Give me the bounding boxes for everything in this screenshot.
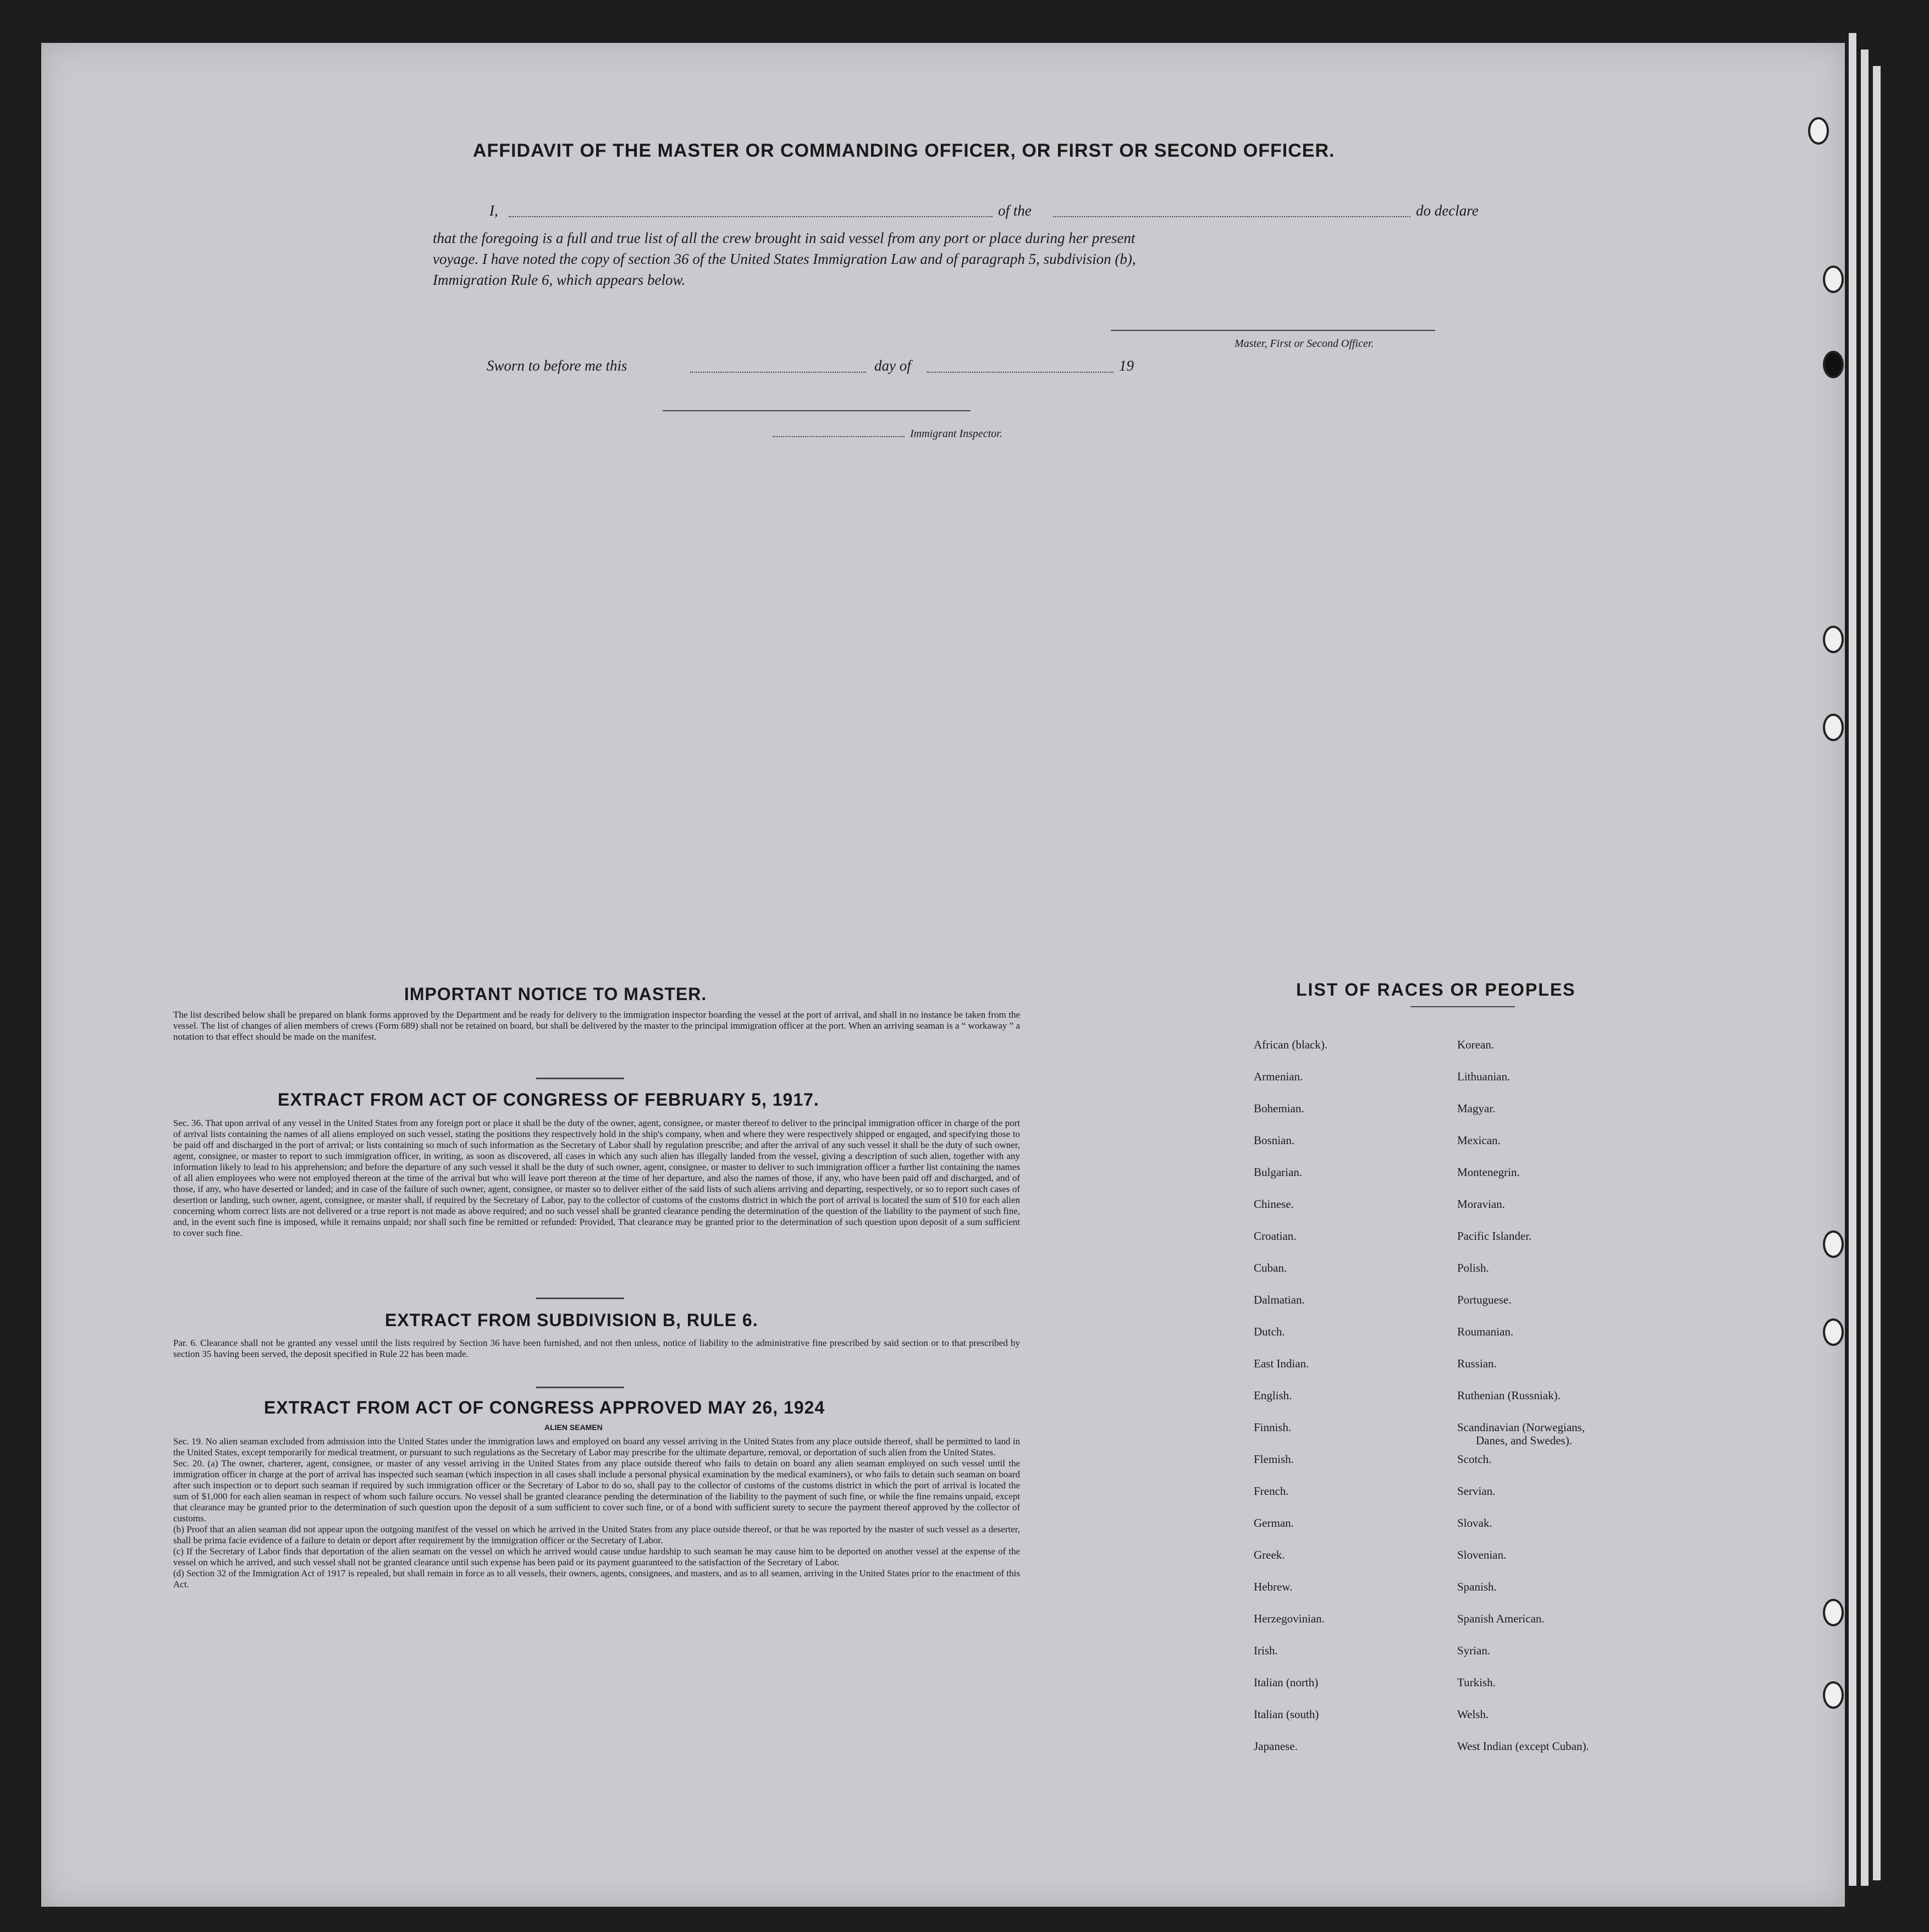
race-item: French. <box>1254 1484 1289 1498</box>
race-item: Lithuanian. <box>1457 1070 1511 1083</box>
document-page <box>41 43 1845 1907</box>
race-item: Korean. <box>1457 1038 1495 1051</box>
of-the-label: of the <box>998 202 1032 219</box>
race-item: English. <box>1254 1389 1292 1402</box>
race-item: Bohemian. <box>1254 1102 1304 1115</box>
divider-rule <box>536 1387 624 1388</box>
race-item: Mexican. <box>1457 1134 1501 1147</box>
race-item: Chinese. <box>1254 1197 1294 1211</box>
page-edge <box>1873 66 1881 1880</box>
race-item: Turkish. <box>1457 1676 1496 1689</box>
punch-hole <box>1823 1230 1844 1258</box>
race-item: German. <box>1254 1516 1294 1530</box>
punch-hole <box>1823 714 1844 741</box>
vessel-line <box>1053 216 1410 217</box>
races-right-column <box>1457 1038 1589 1771</box>
extract-1917-body: Sec. 36. That upon arrival of any vessel in the United States from any foreign port or place it shall be the duty of the owner, agent, consignee, or master thereof to deliver to the principal immigration officer in charge of the port of arrival lists containing the names of all aliens employed on such vessel, stating the positions they respectively hold in the ship's company, when and where they were respectively shipped or engaged, and specifying those to be paid off and discharged in the port of arrival; or lists containing so much of such information as the Secretary of Labor shall by regulation prescribe; and after the arrival of any such vessel it shall be the duty of such owner, agent, consignee, or master to report to such immigration officer, in writing, as soon as discovered, all cases in which any such alien has illegally landed from the vessel, giving a description of such alien, together with any information likely to lead to his apprehension; and before the departure of any such vessel it shall be the duty of such owner, agent, consignee, or master to deliver to such immigration officer a further list containing the names of all alien employees who were not employed thereon at the time of the arrival but who will leave port thereon at the time of her departure, and also the names of those, if any, who have been paid off and discharged, and of those, if any, who have deserted or landed; and in case of the failure of such owner, agent, consignee, or master so to deliver either of the said lists of such aliens arriving and departing, respectively, or so to report such cases of desertion or landing, such owner, agent, consignee, or master shall, if required by the Secretary of Labor, pay to the collector of customs of the customs district in which the port of arrival is located the sum of $10 for each alien concerning whom correct lists are not delivered or a true report is not made as above required; and no such vessel shall be granted clearance pending the determination of the question of the liability to the payment of such fine, and, in the event such fine is imposed, while it remains unpaid; nor shall such fine be remitted or refunded: Provided, That clearance may be granted prior to the determination of such question upon deposit of a sum sufficient to cover such fine. <box>173 1118 1020 1238</box>
year-label: 19 <box>1119 357 1134 374</box>
punch-hole <box>1823 626 1844 653</box>
punch-hole <box>1823 1681 1844 1709</box>
race-item: Bulgarian. <box>1254 1166 1303 1179</box>
race-item-scandinavian: Scandinavian (Norwegians, Danes, and Swedes). <box>1457 1421 1585 1447</box>
punch-hole <box>1823 351 1844 378</box>
declare-label: do declare <box>1416 202 1479 219</box>
race-item: African (black). <box>1254 1038 1328 1051</box>
name-line <box>509 216 993 217</box>
race-item: Moravian. <box>1457 1197 1505 1211</box>
extract-1924-para-2: Sec. 20. (a) The owner, charterer, agent, consignee, or master of any vessel arriving in the United States from any place outside thereof who fails to detain on board any alien seaman employed on such vessel until the immigration officer in charge at the port of arrival has inspected such seaman (which inspection in all cases shall include a personal physical examination by the medical examiners), or who fails to detain such seaman on board after such inspection or to deport such seaman if required by such immigration officer or the Secretary of Labor to do so, shall pay to the collector of customs of the customs district in which the port of arrival is located the sum of $1,000 for each alien seaman in respect of whom such failure occurs. No vessel shall be granted clearance pending the determination of the liability to the payment of such fine, or while the fine remains unpaid, except that clearance may be granted prior to the determination of such question upon the deposit of a sum sufficient to cover such fine, or of a bond with sufficient surety to secure the payment thereof approved by the collector of customs. <box>173 1458 1020 1523</box>
extract-1924-body <box>173 1436 1020 1590</box>
divider-rule <box>536 1298 624 1299</box>
race-item: Italian (south) <box>1254 1708 1319 1721</box>
races-left-column <box>1254 1038 1327 1771</box>
extract-rule6-body: Par. 6. Clearance shall not be granted any vessel until the lists required by Section 36 have been furnished, and not then unless, notice of liability to the administrative fine prescribed by said section or to that prescribed by section 35 having been served, the deposit specified in Rule 22 has been made. <box>173 1338 1020 1359</box>
statement-line-1: that the foregoing is a full and true list of all the crew brought in said vessel from any port or place during her present <box>433 230 1136 246</box>
extract-1917-title: EXTRACT FROM ACT OF CONGRESS OF FEBRUARY 5, 1917. <box>278 1090 819 1109</box>
race-item: Ruthenian (Russniak). <box>1457 1389 1561 1402</box>
notice-title: IMPORTANT NOTICE TO MASTER. <box>404 984 707 1004</box>
punch-hole <box>1823 1599 1844 1626</box>
race-item: West Indian (except Cuban). <box>1457 1740 1589 1753</box>
race-item: Spanish American. <box>1457 1612 1545 1625</box>
race-item: Servian. <box>1457 1484 1496 1498</box>
extract-1924-title: EXTRACT FROM ACT OF CONGRESS APPROVED MAY 26, 1924 <box>264 1398 825 1417</box>
statement-line-2: voyage. I have noted the copy of section 36 of the United States Immigration Law and of paragraph 5, subdivision (b), <box>433 251 1136 267</box>
punch-hole <box>1808 117 1829 145</box>
sworn-label: Sworn to before me this <box>487 357 627 374</box>
day-of-label: day of <box>874 357 911 374</box>
race-item: East Indian. <box>1254 1357 1309 1370</box>
extract-rule6-title: EXTRACT FROM SUBDIVISION B, RULE 6. <box>385 1310 758 1330</box>
master-signature-line <box>1111 330 1435 331</box>
race-item: Armenian. <box>1254 1070 1303 1083</box>
race-item: Japanese. <box>1254 1740 1298 1753</box>
race-item: Polish. <box>1457 1261 1489 1274</box>
master-label: Master, First or Second Officer. <box>1234 338 1374 350</box>
race-item: Irish. <box>1254 1644 1278 1657</box>
extract-1924-para-1: Sec. 19. No alien seaman excluded from admission into the United States under the immigration laws and employed on board any vessel arriving in the United States from any place outside thereof, shall be permitted to land in the United States, except temporarily for medical treatment, or pursuant to such regulations as the Secretary of Labor may prescribe for the ultimate departure, removal, or deportation of such alien from the United States. <box>173 1436 1020 1458</box>
extract-1924-para-5: (d) Section 32 of the Immigration Act of 1917 is repealed, but shall remain in force as to all vessels, their owners, agents, consignees, and masters, and as to all seamen, arriving in the United States prior to the enactment of this Act. <box>173 1568 1020 1589</box>
race-item: Montenegrin. <box>1457 1166 1520 1179</box>
extract-1924-subtitle: ALIEN SEAMEN <box>544 1423 603 1432</box>
race-item: Roumanian. <box>1457 1325 1514 1338</box>
statement-line-3: Immigration Rule 6, which appears below. <box>433 272 686 288</box>
inspector-label: Immigrant Inspector. <box>910 428 1002 440</box>
punch-hole <box>1823 266 1844 293</box>
race-item: Greek. <box>1254 1548 1285 1561</box>
race-item: Italian (north) <box>1254 1676 1319 1689</box>
races-title-rule <box>1410 1006 1515 1007</box>
race-item: Bosnian. <box>1254 1134 1295 1147</box>
race-item: Dalmatian. <box>1254 1293 1305 1306</box>
race-item: Flemish. <box>1254 1453 1294 1466</box>
race-item: Magyar. <box>1457 1102 1496 1115</box>
race-item: Portuguese. <box>1457 1293 1512 1306</box>
inspector-signature-line <box>663 410 971 411</box>
page-edge <box>1849 33 1856 1886</box>
sworn-month-line <box>927 372 1114 373</box>
races-title: LIST OF RACES OR PEOPLES <box>1296 980 1576 1000</box>
extract-1924-para-3: (b) Proof that an alien seaman did not appear upon the outgoing manifest of the vessel on which he arrived in the United States from any place outside thereof, or that he was reported by the master of such vessel as a deserter, shall be prima facie evidence of a failure to detain or deport after requirement by the immigration officer or the Secretary of Labor. <box>173 1524 1020 1545</box>
punch-hole <box>1823 1318 1844 1346</box>
race-item: Dutch. <box>1254 1325 1285 1338</box>
inspector-dotted-line <box>773 436 905 437</box>
race-item: Scotch. <box>1457 1453 1492 1466</box>
affidavit-title: AFFIDAVIT OF THE MASTER OR COMMANDING OFFICER, OR FIRST OR SECOND OFFICER. <box>473 140 1335 161</box>
race-item: Cuban. <box>1254 1261 1287 1274</box>
race-item: Finnish. <box>1254 1421 1292 1434</box>
race-item: Slovenian. <box>1457 1548 1507 1561</box>
i-label: I, <box>489 202 498 219</box>
divider-rule <box>536 1078 624 1079</box>
race-item: Spanish. <box>1457 1580 1497 1593</box>
sworn-day-line <box>690 372 866 373</box>
affidavit-statement <box>433 228 1511 290</box>
race-item: Syrian. <box>1457 1644 1491 1657</box>
race-item: Hebrew. <box>1254 1580 1293 1593</box>
race-item: Herzegovinian. <box>1254 1612 1325 1625</box>
extract-1924-para-4: (c) If the Secretary of Labor finds that deportation of the alien seaman on the vessel on which he arrived would cause undue hardship to such seaman he may cause him to be deported on another vessel at the expense of the vessel on which he arrived, and such vessel shall not be granted clearance until such expense has been paid or its payment guaranteed to the satisfaction of the Secretary of Labor. <box>173 1546 1020 1567</box>
race-item: Slovak. <box>1457 1516 1492 1530</box>
page-edge <box>1861 49 1869 1886</box>
race-item: Welsh. <box>1457 1708 1489 1721</box>
race-item: Pacific Islander. <box>1457 1229 1532 1243</box>
race-item: Croatian. <box>1254 1229 1297 1243</box>
race-item: Russian. <box>1457 1357 1497 1370</box>
notice-body: The list described below shall be prepared on blank forms approved by the Department and be ready for delivery to the immigration inspector boarding the vessel at the port of arrival, and shall in no instance be taken from the vessel. The list of changes of alien members of crews (Form 689) shall not be retained on board, but shall be delivered by the master to the principal immigration officer at the port. When an arriving seaman is a “ workaway ” a notation to that effect should be made on the manifest. <box>173 1009 1020 1042</box>
